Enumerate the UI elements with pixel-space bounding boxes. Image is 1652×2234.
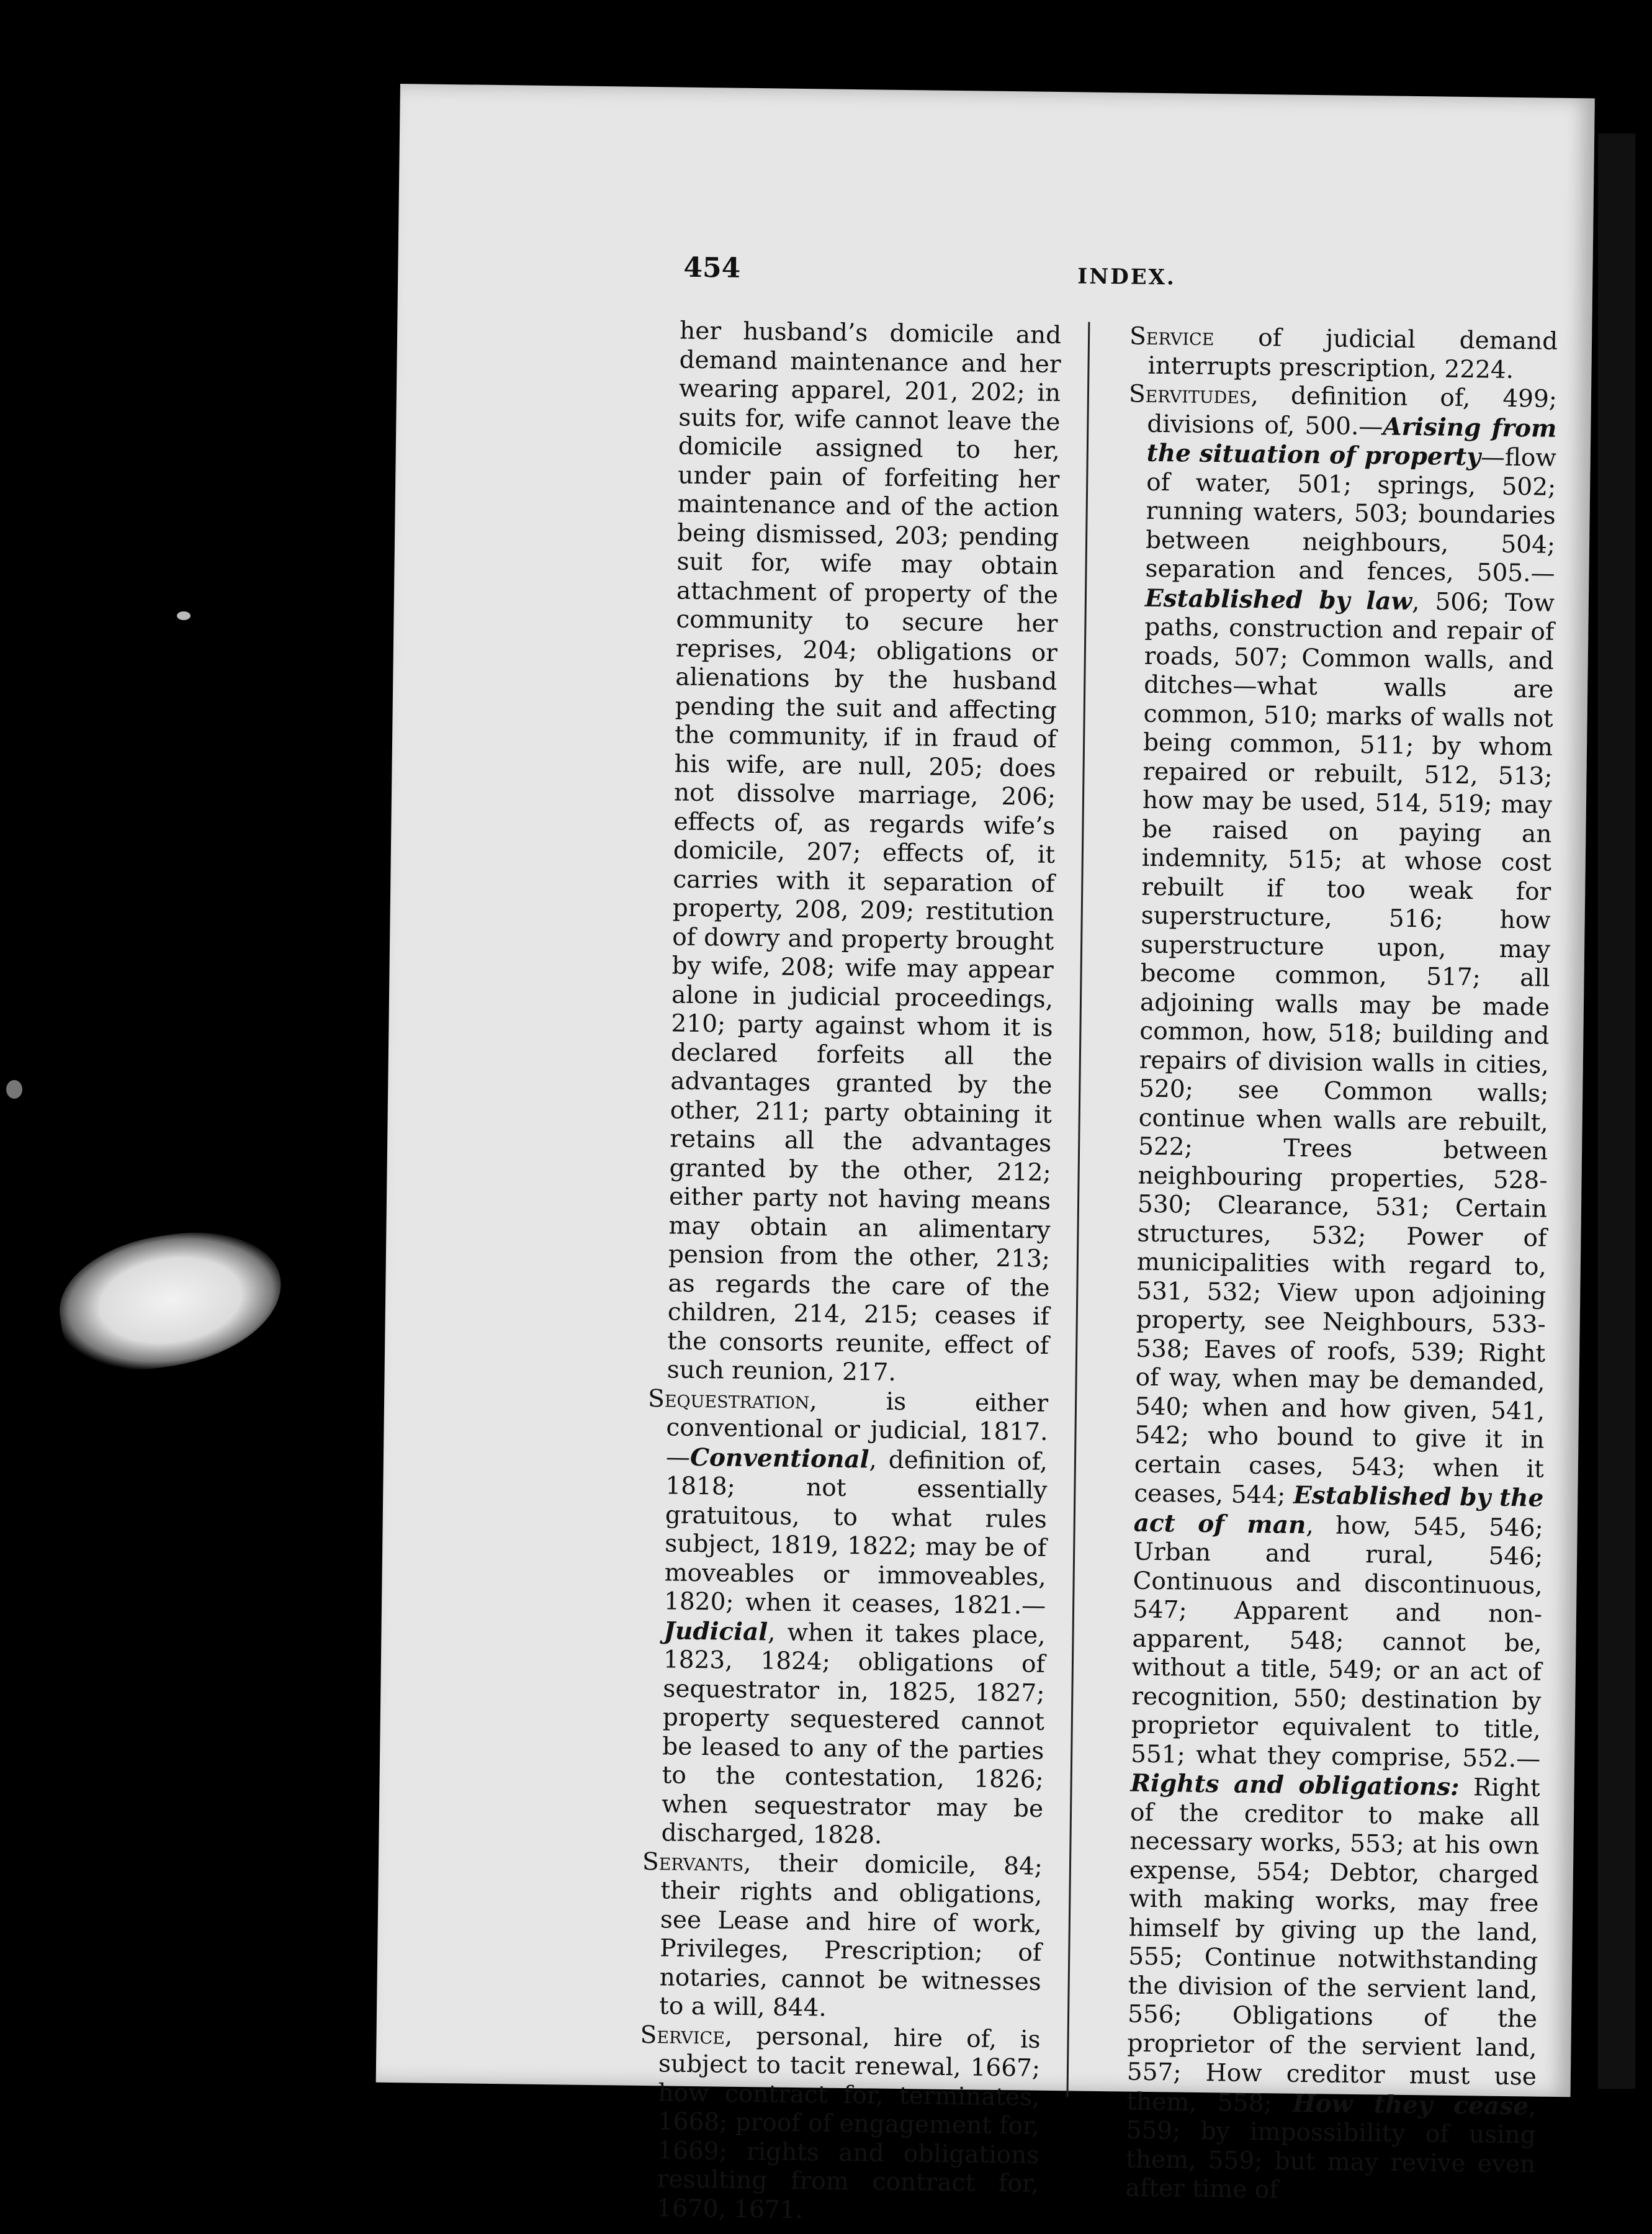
entry-text: , definition of, 1818; not essentially gratuitous, to what rules subject, 1819, 1822; may be of moveables or immoveables, 1820; when it ceases, 1821.—	[663, 1445, 1048, 1620]
paper-stain	[51, 1220, 290, 1380]
index-entry	[648, 317, 1061, 1389]
page-header	[683, 252, 1494, 305]
entry-text: , how, 545, 546; Urban and rural, 546; Continuous and discontinuous, 547; Apparent and non-apparent, 548; cannot be, without a title, 549; or an act of recognition, 550; destination by proprietor equivalent to title, 551; what they comprise, 552.—	[1130, 1511, 1543, 1773]
entry-subheading: Established by law	[1144, 583, 1412, 616]
entry-heading: Servitudes	[1128, 380, 1251, 410]
entry-heading: Sequestration	[647, 1384, 810, 1415]
entry-text: Right of the creditor to make all necessary works, 553; at his own expense, 554; Debtor, charged with making works, may free himself by giving up the land, 555; Continue notwithstanding the division of the servient land, 556; Obligations of the proprietor of the servient land, 557; How creditor must use them, 558;	[1126, 1773, 1540, 2118]
page-number: 454	[683, 251, 741, 284]
index-entry	[1129, 322, 1558, 385]
index-entry	[638, 2020, 1041, 2227]
dust-speck	[177, 611, 191, 620]
right-column	[1107, 322, 1558, 2208]
entry-text: , definition of, 499; divisions of, 500.—	[1147, 381, 1558, 441]
entry-text: of judicial demand interrupts prescription, 2224.	[1147, 323, 1558, 384]
entry-text: her husband’s domicile and demand maintenance and her wearing apparel, 201, 202; in suits for, wife cannot leave the domicile assigned to her, under pain of forfeiting her maintenance and of the action being dismissed, 203; pending suit for, wife may obtain attachment of property of the community to secure her reprises, 204; obligations or alienations by the husband pending the suit and affecting the community, if in fraud of his wife, are null, 205; does not dissolve marriage, 206; effects of, as regards wife’s domicile, 207; effects of, it carries with it separation of property, 208, 209; restitution of dowry and property brought by wife, 208; wife may appear alone in judicial proceedings, 210; party against whom it is declared forfeits all the advantages granted by the other, 211; party obtaining it retains all the advantages granted by the other, 212; either party not having means may obtain an alimentary pension from the other, 213; as regards the care of the children, 214, 215; ceases if the consorts reunite, effect of such reunion, 217.	[667, 317, 1062, 1387]
entry-heading: Service	[640, 2020, 725, 2050]
entry-text: , is either conventional or judicial, 1817.—	[665, 1386, 1049, 1472]
dust-speck	[6, 1080, 22, 1099]
entry-text: , personal, hire of, is subject to tacit renewal, 1667; how contract for, terminates, 1668; proof of engagement for, 1669; rights and obligations resulting from contract for, 1670, 1671.	[656, 2022, 1041, 2224]
index-entry	[642, 1385, 1048, 1853]
entry-subheading: Conventional	[689, 1443, 869, 1474]
entry-heading: Servants	[642, 1847, 744, 1877]
index-entry	[1107, 380, 1557, 2208]
entry-text: —flow of water, 501; springs, 502; running waters, 503; boundaries between neighbours, 504; separation and fences, 505.—	[1145, 443, 1557, 588]
entry-heading: Service	[1129, 322, 1214, 352]
entry-subheading: Established by the act of man	[1133, 1480, 1544, 1539]
entry-subheading: How they cease	[1292, 2089, 1529, 2120]
entry-subheading: Judicial	[663, 1616, 768, 1646]
left-column	[638, 317, 1061, 2228]
entry-text: , 559; by impossibility of using them, 559; but may revive even after time of	[1125, 2092, 1537, 2204]
entry-text: , 506; Tow paths, construction and repair of roads, 507; Common walls, and ditches—what walls are common, 510; marks of walls not being common, 511; by whom repaired or rebuilt, 512, 513; how may be used, 514, 519; may be raised on paying an indemnity, 515; at whose cost rebuilt if too weak for superstructure, 516; how superstructure upon, may become common, 517; all adjoining walls may be made common, how, 518; building and repairs of division walls in cities, 520; see Common walls; continue when walls are rebuilt, 522; Trees between neighbouring properties, 528-530; Clearance, 531; Certain structures, 532; Power of municipalities with regard to, 531, 532; View upon adjoining property, see Neighbours, 533-538; Eaves of roofs, 539; Right of way, when may be demanded, 540; when and how given, 541, 542; who bound to give it in certain cases, 543; when it ceases, 544;	[1134, 587, 1555, 1510]
index-entry	[640, 1847, 1043, 2025]
entry-subheading: Rights and obligations:	[1130, 1768, 1460, 1802]
entry-text: , when it takes place, 1823, 1824; obligations of sequestrator in, 1825, 1827; property sequestered cannot be leased to any of the parties to the contestation, 1826; when sequestrator may be discharged, 1828.	[661, 1618, 1046, 1850]
scanned-page	[376, 84, 1595, 2224]
entry-text: , their domicile, 84; their rights and obligations, see Lease and hire of work, Privileges, Prescription; of notaries, cannot be witnesses to a will, 844.	[658, 1849, 1043, 2022]
column-divider	[1066, 322, 1090, 2097]
page-edge	[1598, 133, 1635, 2089]
entry-subheading: Arising from the situation of property	[1146, 412, 1557, 472]
running-title: INDEX.	[1077, 264, 1177, 291]
